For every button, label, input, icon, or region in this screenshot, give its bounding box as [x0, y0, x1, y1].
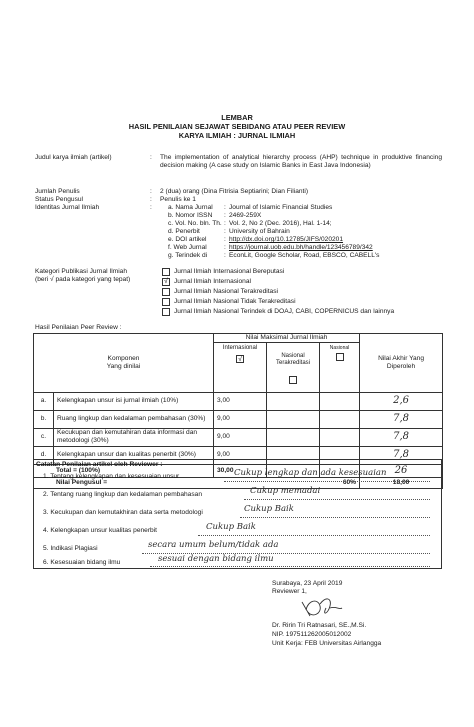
kategori-checkbox[interactable] — [162, 288, 170, 296]
catatan-item-label: 6. Kesesuaian bidang ilmu — [43, 559, 121, 566]
row-max: 9,00 — [214, 446, 267, 464]
row-score[interactable]: 7,8 — [360, 428, 443, 446]
jumlah-penulis-label: Jumlah Penulis — [35, 188, 80, 195]
identitas-label: Identitas Jurnal Ilmiah — [35, 204, 100, 211]
identitas-key: d. Penerbit — [168, 228, 200, 235]
row-score[interactable]: 7,8 — [360, 410, 443, 428]
pengusul-pct: 60% — [214, 478, 360, 489]
judul-label: Judul karya ilmiah (artikel) — [35, 154, 112, 161]
kategori-checkbox-checked[interactable]: √ — [162, 278, 170, 286]
identitas-value: Vol. 2, No 2 (Dec. 2016), Hal. 1-14; — [229, 220, 332, 227]
kategori-option: Jurnal Ilmiah Internasional Bereputasi — [174, 268, 285, 275]
row-komponen: Kelengkapan unsur isi jurnal ilmiah (10%) — [54, 392, 214, 410]
row-max: 9,00 — [214, 428, 267, 446]
catatan-item-label: 3. Kecukupan dan kemutakhiran data serta metodologi — [43, 509, 203, 516]
nasional-checkbox[interactable] — [336, 353, 344, 361]
doc-title: HASIL PENILAIAN SEJAWAT SEBIDANG ATAU PEER REVIEW — [128, 122, 346, 131]
identitas-key: f. Web Jurnal — [168, 244, 207, 251]
judul-value: The implementation of analytical hierarchy process (AHP) technique in produktive financing decision making (A case study on Islamic Banks in East Java Indonesia) — [160, 154, 442, 170]
signature-image — [296, 592, 346, 622]
sign-name: Dr. Ririn Tri Ratnasari, SE.,M.Si. — [272, 622, 367, 629]
table-row — [34, 428, 443, 446]
total-score[interactable]: 26 — [360, 464, 443, 478]
colon: : — [224, 204, 226, 211]
row-komponen: Kecukupan dan kemutahiran data informasi dan metodologi (30%) — [54, 428, 214, 446]
kategori-checkbox[interactable] — [162, 268, 170, 276]
status-pengusul-label: Status Pengusul — [35, 196, 84, 203]
sign-unit: Unit Kerja: FEB Universitas Airlangga — [272, 640, 382, 647]
sign-place-date: Surabaya, 23 April 2019 — [272, 580, 343, 587]
catatan-item-handwriting[interactable]: secara umum belum/tidak ada — [148, 540, 279, 550]
row-letter: c. — [34, 428, 54, 446]
catatan-item-handwriting[interactable]: Cukup memadai — [250, 486, 321, 496]
doi-link[interactable]: http://dx.doi.org/10.12785/JIFS/020201 — [229, 236, 344, 243]
kategori-option: Jurnal Ilmiah Nasional Tidak Terakreditasi — [174, 298, 296, 305]
colon: : — [224, 220, 226, 227]
row-max: 9,00 — [214, 410, 267, 428]
total-max: 30,00 — [214, 464, 267, 478]
identitas-value: University of Bahrain — [229, 228, 290, 235]
catatan-item-label: 2. Tentang ruang lingkup dan kedalaman pembahasan — [43, 491, 202, 498]
sign-role: Reviewer 1, — [272, 588, 307, 595]
identitas-value: EconLit, Google Scholar, Road, EBSCO, CABELL's — [229, 252, 380, 259]
kategori-label: Kategori Publikasi Jurnal Ilmiah — [35, 268, 127, 275]
catatan-item-label: 4. Kelengkapan unsur kualitas penerbit — [43, 527, 158, 534]
status-pengusul-value: Penulis ke 1 — [160, 196, 196, 203]
colon: : — [150, 188, 152, 195]
table-row — [34, 392, 443, 410]
col-nasional: Nasional — [320, 343, 360, 393]
catatan-item-handwriting[interactable]: sesuai dengan bidang ilmu — [158, 554, 274, 564]
pengusul-value: 18,00 — [360, 478, 443, 489]
col-internasional: Internasional √ — [214, 343, 267, 393]
catatan-item-handwriting[interactable]: Cukup Baik — [206, 522, 256, 532]
identitas-key: g. Terindek di — [168, 252, 208, 259]
doc-title-lembar: LEMBAR — [221, 113, 253, 122]
colon: : — [150, 154, 152, 161]
col-nilai-maks: Nilai Maksimal Jurnal Ilmiah — [214, 334, 360, 343]
pengusul-label: Nilai Pengusul = — [34, 478, 214, 489]
catatan-item-handwriting[interactable]: Cukup lengkap dan ada kesesuaian — [234, 468, 387, 478]
hasil-title: Hasil Penilaian Peer Review : — [35, 324, 122, 331]
catatan-title: Catatan Penilaian artikel oleh Reviewer : — [36, 461, 163, 468]
kategori-checkbox[interactable] — [162, 308, 170, 316]
kategori-hint: (beri √ pada kategori yang tepat) — [35, 276, 131, 283]
row-letter: d. — [34, 446, 54, 464]
catatan-item-label: 5. Indikasi Plagiasi — [43, 545, 98, 552]
kategori-option: Jurnal Ilmiah Internasional — [174, 278, 251, 285]
jumlah-penulis-value: 2 (dua) orang (Dina Fitrisia Septiarini; Dian Filianti) — [160, 188, 309, 195]
internasional-checkbox[interactable]: √ — [236, 355, 244, 363]
kategori-option: Jurnal Ilmiah Nasional Terindek di DOAJ, CABI, COPERNICUS dan lainnya — [174, 308, 395, 315]
colon: : — [224, 244, 226, 251]
doc-subtitle: KARYA ILMIAH : JURNAL ILMIAH — [178, 131, 296, 140]
colon: : — [150, 196, 152, 203]
col-komponen: Komponen Yang dinilai — [34, 334, 214, 393]
identitas-key: e. DOI artikel — [168, 236, 207, 243]
colon: : — [224, 236, 226, 243]
colon: : — [224, 228, 226, 235]
colon: : — [150, 204, 152, 211]
catatan-item-handwriting[interactable]: Cukup Baik — [244, 504, 294, 514]
identitas-value: Journal of Islamic Financial Studies — [229, 204, 333, 211]
col-nasional-terakreditasi: Nasional Terakreditasi — [267, 343, 320, 393]
row-letter: b. — [34, 410, 54, 428]
table-row — [34, 410, 443, 428]
identitas-value: 2469-259X — [229, 212, 262, 219]
row-max: 3,00 — [214, 392, 267, 410]
row-score[interactable]: 7,8 — [360, 446, 443, 464]
nasional-akr-checkbox[interactable] — [289, 376, 297, 384]
row-komponen: Kelengkapan unsur dan kualitas penerbit (30%) — [54, 446, 214, 464]
kategori-option: Jurnal Ilmiah Nasional Terakreditasi — [174, 288, 278, 295]
colon: : — [224, 252, 226, 259]
kategori-checkbox[interactable] — [162, 298, 170, 306]
catatan-item-label: 1. Tentang kelengkapan dan kesesuaian unsur — [43, 473, 180, 480]
identitas-key: b. Nomor ISSN — [168, 212, 213, 219]
col-nilai-akhir: Nilai Akhir Yang Diperoleh — [360, 334, 443, 393]
row-letter: a. — [34, 392, 54, 410]
identitas-key: a. Nama Jurnal — [168, 204, 213, 211]
row-komponen: Ruang lingkup dan kedalaman pembahasan (30%) — [54, 410, 214, 428]
row-score[interactable]: 2,6 — [360, 392, 443, 410]
identitas-key: c. Vol. No. bln. Th. — [168, 220, 222, 227]
web-jurnal-link[interactable]: https://journal.uob.edu.bh/handle/123456789/342 — [229, 244, 373, 251]
sign-nip: NIP. 197511262005012002 — [272, 631, 352, 638]
total-label: Total = (100%) — [34, 464, 214, 478]
colon: : — [224, 212, 226, 219]
